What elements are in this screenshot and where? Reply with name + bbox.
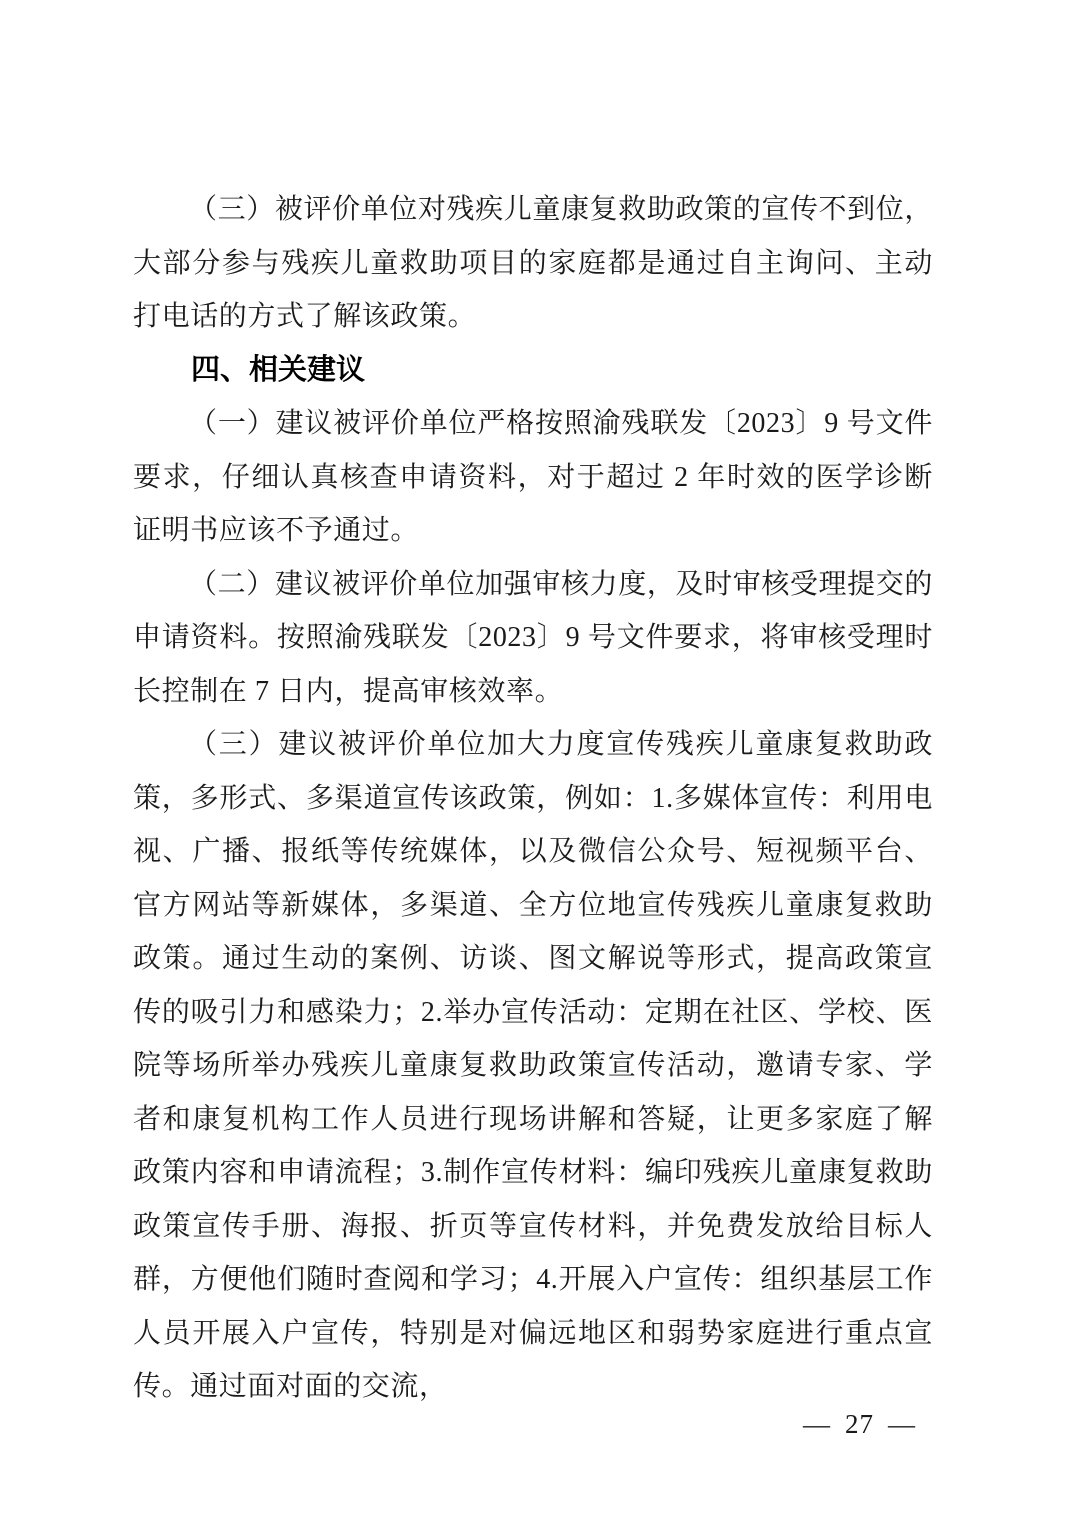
paragraph-recommendation-1: （一）建议被评价单位严格按照渝残联发〔2023〕9 号文件要求，仔细认真核查申请资料，对于超过 2 年时效的医学诊断证明书应该不予通过。: [133, 408, 933, 546]
document-body: [133, 183, 933, 1414]
paragraph-recommendation-3: （三）建议被评价单位加大力度宣传残疾儿童康复救助政策，多形式、多渠道宣传该政策，例如：1.多媒体宣传：利用电视、广播、报纸等传统媒体，以及微信公众号、短视频平台、官方网站等新媒体，多渠道、全方位地宣传残疾儿童康复救助政策。通过生动的案例、访谈、图文解说等形式，提高政策宣传的吸引力和感染力；2.举办宣传活动：定期在社区、学校、医院等场所举办残疾儿童康复救助政策宣传活动，邀请专家、学者和康复机构工作人员进行现场讲解和答疑，让更多家庭了解政策内容和申请流程；3.制作宣传材料：编印残疾儿童康复救助政策宣传手册、海报、折页等宣传材料，并免费发放给目标人群，方便他们随时查阅和学习；4.开展入户宣传：组织基层工作人员开展入户宣传，特别是对偏远地区和弱势家庭进行重点宣传。通过面对面的交流，: [133, 729, 933, 1402]
paragraph-recommendation-2: （二）建议被评价单位加强审核力度，及时审核受理提交的申请资料。按照渝残联发〔2023〕9 号文件要求，将审核受理时长控制在 7 日内，提高审核效率。: [133, 568, 933, 707]
page-footer: [772, 1376, 916, 1472]
section-heading-recommendations: 四、相关建议: [191, 353, 366, 386]
footer-right-dash: —: [888, 1409, 916, 1439]
page-number: 27: [845, 1409, 874, 1439]
paragraph-findings-3: （三）被评价单位对残疾儿童康复救助政策的宣传不到位，大部分参与残疾儿童救助项目的家庭都是通过自主询问、主动打电话的方式了解该政策。: [133, 194, 933, 332]
footer-left-dash: —: [803, 1409, 831, 1439]
